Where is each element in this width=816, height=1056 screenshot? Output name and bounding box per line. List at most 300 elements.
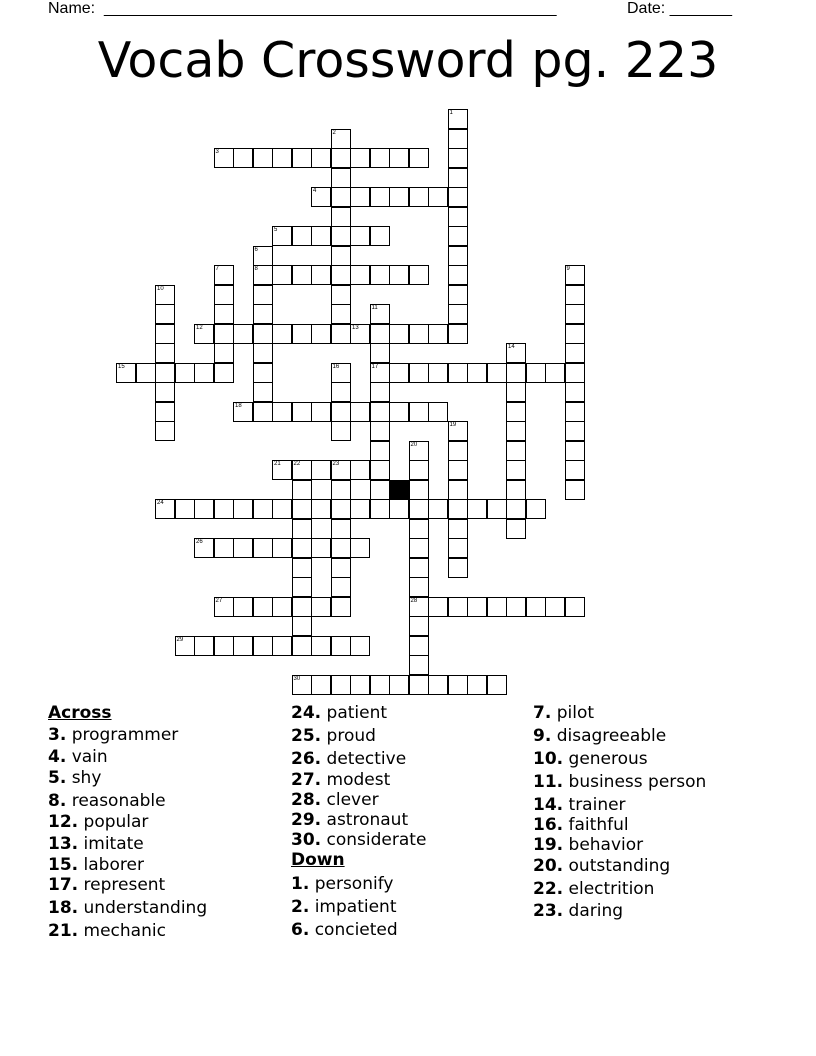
grid-cell[interactable]: [565, 304, 585, 324]
grid-cell[interactable]: [565, 363, 585, 383]
grid-cell[interactable]: [331, 421, 351, 441]
grid-cell[interactable]: [214, 285, 234, 305]
grid-cell[interactable]: [292, 265, 312, 285]
clue-across: [48, 921, 207, 943]
grid-cell[interactable]: [292, 226, 312, 246]
grid-cell[interactable]: [331, 499, 351, 519]
grid-cell[interactable]: [409, 558, 429, 578]
grid-cell[interactable]: [331, 324, 351, 344]
grid-cell[interactable]: [428, 499, 448, 519]
grid-cell[interactable]: [409, 402, 429, 422]
grid-cell[interactable]: [292, 577, 312, 597]
grid-cell[interactable]: [331, 382, 351, 402]
clue-text: generous: [568, 749, 648, 769]
clue-down: [533, 879, 706, 901]
grid-cell[interactable]: [331, 285, 351, 305]
clue-number: 30.: [291, 830, 322, 850]
grid-cell[interactable]: [331, 675, 351, 695]
grid-cell[interactable]: [311, 460, 331, 480]
grid-cell[interactable]: [428, 597, 448, 617]
grid-cell[interactable]: [292, 499, 312, 519]
grid-cell[interactable]: [467, 363, 487, 383]
grid-cell[interactable]: [370, 675, 390, 695]
grid-cell[interactable]: [565, 324, 585, 344]
clue-text: detective: [326, 749, 407, 769]
grid-cell[interactable]: [214, 343, 234, 363]
clue-text: reasonable: [71, 791, 166, 811]
grid-cell[interactable]: [253, 304, 273, 324]
grid-cell[interactable]: [272, 597, 292, 617]
grid-cell[interactable]: [409, 480, 429, 500]
clue-text: understanding: [83, 898, 208, 918]
clue-number: 28.: [291, 790, 322, 810]
grid-cell[interactable]: [389, 187, 409, 207]
grid-cell[interactable]: [116, 363, 136, 383]
grid-cell[interactable]: [311, 597, 331, 617]
grid-cell[interactable]: [292, 324, 312, 344]
clue-number: 6.: [291, 920, 310, 940]
grid-cell[interactable]: [194, 499, 214, 519]
grid-cell[interactable]: [155, 382, 175, 402]
grid-cell[interactable]: [409, 597, 429, 617]
clue-number-label: 15: [118, 363, 125, 370]
grid-cell[interactable]: [526, 597, 546, 617]
clue-number-label: 10: [157, 285, 164, 292]
grid-cell[interactable]: [311, 148, 331, 168]
clue-number-label: 11: [371, 305, 378, 311]
header: [48, 0, 748, 20]
grid-cell[interactable]: [409, 616, 429, 636]
grid-cell[interactable]: [175, 636, 195, 656]
clue-text: business person: [568, 772, 707, 792]
grid-cell[interactable]: [331, 558, 351, 578]
grid-cell[interactable]: [311, 675, 331, 695]
grid-cell[interactable]: [565, 285, 585, 305]
grid-cell[interactable]: [272, 402, 292, 422]
clue-number: 19.: [533, 835, 564, 855]
grid-cell[interactable]: [272, 460, 292, 480]
grid-cell[interactable]: [155, 343, 175, 363]
grid-cell[interactable]: [311, 499, 331, 519]
grid-cell[interactable]: [370, 363, 390, 383]
grid-cell[interactable]: [448, 246, 468, 266]
grid-cell[interactable]: [448, 207, 468, 227]
grid-cell[interactable]: [467, 597, 487, 617]
grid-cell[interactable]: [409, 265, 429, 285]
grid-cell[interactable]: [506, 421, 526, 441]
clue-down: [533, 901, 706, 921]
grid-cell[interactable]: [253, 636, 273, 656]
grid-cell[interactable]: [389, 265, 409, 285]
clue-number: 14.: [533, 795, 564, 815]
grid-cell[interactable]: [487, 363, 507, 383]
grid-cell[interactable]: [448, 324, 468, 344]
grid-cell[interactable]: [467, 499, 487, 519]
grid-cell[interactable]: [506, 441, 526, 461]
grid-cell[interactable]: [292, 558, 312, 578]
grid-cell[interactable]: [214, 324, 234, 344]
name-field[interactable]: ____________________________________________________: [104, 0, 557, 17]
grid-cell[interactable]: [389, 675, 409, 695]
grid-cell[interactable]: [292, 636, 312, 656]
grid-cell[interactable]: [292, 675, 312, 695]
grid-cell[interactable]: [350, 499, 370, 519]
grid-cell[interactable]: [448, 285, 468, 305]
grid-cell[interactable]: [409, 187, 429, 207]
grid-cell[interactable]: [526, 499, 546, 519]
grid-cell[interactable]: [545, 597, 565, 617]
grid-cell[interactable]: [155, 402, 175, 422]
clue-number-label: 8: [254, 266, 258, 272]
grid-cell[interactable]: [331, 207, 351, 227]
grid-cell[interactable]: [194, 363, 214, 383]
grid-cell[interactable]: [506, 597, 526, 617]
clue-down: [533, 749, 706, 772]
grid-cell[interactable]: [506, 363, 526, 383]
grid-cell[interactable]: [370, 499, 390, 519]
grid-cell[interactable]: [233, 324, 253, 344]
grid-cell[interactable]: [272, 499, 292, 519]
grid-cell[interactable]: [233, 148, 253, 168]
grid-cell[interactable]: [370, 324, 390, 344]
grid-cell[interactable]: [292, 480, 312, 500]
grid-cell[interactable]: [370, 187, 390, 207]
grid-cell[interactable]: [233, 402, 253, 422]
grid-cell[interactable]: [331, 460, 351, 480]
grid-cell[interactable]: [331, 246, 351, 266]
grid-cell[interactable]: [292, 597, 312, 617]
grid-cell[interactable]: [214, 304, 234, 324]
grid-cell[interactable]: [155, 324, 175, 344]
clue-number-label: 28: [410, 597, 418, 604]
grid-cell[interactable]: [272, 324, 292, 344]
clue-down: [533, 703, 706, 726]
grid-cell[interactable]: [233, 636, 253, 656]
grid-cell[interactable]: [253, 402, 273, 422]
grid-cell[interactable]: [428, 675, 448, 695]
grid-cell[interactable]: [292, 402, 312, 422]
clue-text: modest: [326, 770, 391, 790]
grid-cell[interactable]: [448, 538, 468, 558]
grid-cell[interactable]: [409, 636, 429, 656]
grid-cell[interactable]: [155, 363, 175, 383]
grid-cell[interactable]: [565, 402, 585, 422]
clue-number-label: 6: [254, 246, 258, 253]
grid-cell[interactable]: [233, 499, 253, 519]
grid-cell[interactable]: [292, 616, 312, 636]
grid-cell[interactable]: [194, 538, 214, 558]
grid-cell[interactable]: [448, 480, 468, 500]
grid-cell[interactable]: [448, 441, 468, 461]
grid-cell[interactable]: [370, 382, 390, 402]
clue-across: [291, 703, 426, 726]
grid-cell[interactable]: [175, 499, 195, 519]
grid-cell[interactable]: [350, 675, 370, 695]
grid-cell[interactable]: [175, 363, 195, 383]
grid-cell[interactable]: [448, 421, 468, 441]
clue-number: 18.: [48, 898, 79, 918]
clue-across: [291, 790, 426, 810]
clue-number-label: 2: [332, 129, 336, 136]
grid-cell[interactable]: [487, 675, 507, 695]
grid-cell[interactable]: [292, 538, 312, 558]
clue-text: behavior: [568, 835, 644, 855]
grid-cell[interactable]: [350, 460, 370, 480]
grid-cell[interactable]: [331, 168, 351, 188]
date-field[interactable]: Date: _______: [627, 0, 732, 17]
grid-cell[interactable]: [565, 597, 585, 617]
grid-cell[interactable]: [370, 421, 390, 441]
grid-cell[interactable]: [331, 577, 351, 597]
across-heading: Across: [48, 703, 112, 723]
grid-cell[interactable]: [370, 460, 390, 480]
clue-number: 15.: [48, 855, 79, 875]
clue-text: outstanding: [568, 856, 671, 876]
grid-cell[interactable]: [409, 460, 429, 480]
grid-cell[interactable]: [506, 519, 526, 539]
clue-number: 2.: [291, 897, 310, 917]
grid-cell[interactable]: [448, 363, 468, 383]
grid-cell[interactable]: [487, 597, 507, 617]
grid-cell[interactable]: [545, 363, 565, 383]
clue-text: imitate: [83, 834, 144, 854]
grid-cell[interactable]: [448, 558, 468, 578]
grid-cell[interactable]: [448, 265, 468, 285]
grid-cell[interactable]: [214, 636, 234, 656]
clue-text: shy: [71, 768, 102, 788]
clue-down: [291, 874, 426, 897]
grid-cell[interactable]: [253, 538, 273, 558]
grid-cell[interactable]: [311, 324, 331, 344]
grid-cell[interactable]: [331, 480, 351, 500]
grid-cell[interactable]: [526, 363, 546, 383]
grid-cell[interactable]: [155, 421, 175, 441]
clue-number: 8.: [48, 791, 67, 811]
grid-cell[interactable]: [565, 382, 585, 402]
clue-text: popular: [83, 812, 149, 832]
grid-cell[interactable]: [331, 519, 351, 539]
grid-cell[interactable]: [428, 363, 448, 383]
grid-cell[interactable]: [253, 343, 273, 363]
clue-number-label: 14: [508, 344, 515, 350]
grid-cell[interactable]: [350, 636, 370, 656]
clue-down: [291, 897, 426, 920]
clue-across: [48, 747, 207, 768]
grid-cell[interactable]: [409, 441, 429, 461]
grid-cell[interactable]: [350, 402, 370, 422]
grid-cell[interactable]: [487, 499, 507, 519]
grid-cell[interactable]: [389, 402, 409, 422]
grid-cell[interactable]: [350, 187, 370, 207]
grid-cell[interactable]: [272, 148, 292, 168]
grid-cell[interactable]: [350, 538, 370, 558]
grid-cell[interactable]: [370, 402, 390, 422]
grid-cell[interactable]: [155, 499, 175, 519]
grid-cell[interactable]: [155, 304, 175, 324]
grid-cell[interactable]: [350, 226, 370, 246]
grid-cell[interactable]: [272, 226, 292, 246]
grid-cell[interactable]: [370, 304, 390, 324]
grid-cell[interactable]: [448, 519, 468, 539]
grid-cell[interactable]: [292, 519, 312, 539]
grid-cell[interactable]: [565, 480, 585, 500]
grid-cell[interactable]: [194, 324, 214, 344]
grid-cell[interactable]: [409, 538, 429, 558]
grid-cell[interactable]: [253, 324, 273, 344]
grid-cell[interactable]: [194, 636, 214, 656]
grid-cell[interactable]: [331, 226, 351, 246]
clue-text: represent: [83, 875, 166, 895]
grid-cell[interactable]: [253, 285, 273, 305]
grid-cell[interactable]: [311, 636, 331, 656]
grid-cell[interactable]: [506, 499, 526, 519]
grid-cell[interactable]: [253, 597, 273, 617]
grid-cell[interactable]: [331, 148, 351, 168]
grid-cell[interactable]: [448, 148, 468, 168]
grid-cell[interactable]: [428, 324, 448, 344]
grid-cell[interactable]: [136, 363, 156, 383]
grid-cell[interactable]: [253, 499, 273, 519]
grid-cell[interactable]: [389, 363, 409, 383]
grid-cell[interactable]: [370, 265, 390, 285]
grid-cell[interactable]: [331, 636, 351, 656]
grid-cell[interactable]: [448, 129, 468, 149]
clue-text: considerate: [326, 830, 427, 850]
clue-down: [533, 856, 706, 879]
grid-cell[interactable]: [409, 675, 429, 695]
clue-across: [291, 726, 426, 749]
grid-cell[interactable]: [331, 363, 351, 383]
clue-down: [533, 772, 706, 795]
grid-cell[interactable]: [409, 148, 429, 168]
grid-cell[interactable]: [565, 343, 585, 363]
grid-cell[interactable]: [448, 226, 468, 246]
clue-number-label: 30: [293, 675, 301, 682]
grid-cell[interactable]: [233, 597, 253, 617]
grid-cell[interactable]: [311, 226, 331, 246]
grid-cell[interactable]: [311, 187, 331, 207]
grid-cell[interactable]: [272, 538, 292, 558]
clue-number-label: 16: [332, 363, 340, 370]
clue-down: [533, 726, 706, 749]
grid-cell[interactable]: [350, 324, 370, 344]
grid-cell[interactable]: [370, 343, 390, 363]
grid-cell[interactable]: [565, 460, 585, 480]
grid-cell[interactable]: [292, 460, 312, 480]
grid-cell[interactable]: [233, 538, 253, 558]
clue-text: patient: [326, 703, 388, 723]
grid-cell[interactable]: [311, 538, 331, 558]
clue-number-label: 20: [410, 441, 418, 448]
grid-cell[interactable]: [253, 246, 273, 266]
grid-cell[interactable]: [311, 402, 331, 422]
grid-cell[interactable]: [448, 597, 468, 617]
grid-cell[interactable]: [409, 363, 429, 383]
clue-number: 13.: [48, 834, 79, 854]
grid-cell[interactable]: [448, 168, 468, 188]
grid-cell[interactable]: [331, 538, 351, 558]
grid-cell[interactable]: [331, 402, 351, 422]
grid-cell[interactable]: [409, 499, 429, 519]
grid-cell[interactable]: [428, 402, 448, 422]
clue-text: trainer: [568, 795, 626, 815]
grid-cell[interactable]: [389, 499, 409, 519]
grid-cell[interactable]: [272, 265, 292, 285]
grid-cell[interactable]: [448, 109, 468, 129]
clue-number: 11.: [533, 772, 564, 792]
grid-cell[interactable]: [448, 304, 468, 324]
grid-cell[interactable]: [370, 441, 390, 461]
grid-cell[interactable]: [331, 597, 351, 617]
grid-cell[interactable]: [448, 499, 468, 519]
grid-cell[interactable]: [428, 187, 448, 207]
clue-number: 20.: [533, 856, 564, 876]
grid-cell[interactable]: [565, 441, 585, 461]
grid-cell[interactable]: [350, 148, 370, 168]
grid-cell[interactable]: [506, 480, 526, 500]
grid-cell[interactable]: [370, 148, 390, 168]
grid-cell[interactable]: [331, 187, 351, 207]
clue-number: 29.: [291, 810, 322, 830]
grid-cell[interactable]: [506, 382, 526, 402]
grid-cell[interactable]: [331, 304, 351, 324]
clue-number-label: 27: [215, 597, 223, 604]
grid-cell[interactable]: [214, 363, 234, 383]
grid-cell[interactable]: [565, 421, 585, 441]
grid-cell[interactable]: [448, 460, 468, 480]
grid-cell[interactable]: [350, 265, 370, 285]
grid-cell[interactable]: [214, 597, 234, 617]
grid-cell[interactable]: [506, 460, 526, 480]
grid-cell[interactable]: [253, 363, 273, 383]
grid-cell[interactable]: [409, 324, 429, 344]
grid-cell[interactable]: [214, 265, 234, 285]
clue-across: [48, 834, 207, 855]
grid-cell[interactable]: [370, 226, 390, 246]
grid-cell[interactable]: [253, 382, 273, 402]
grid-cell[interactable]: [331, 129, 351, 149]
grid-cell[interactable]: [565, 265, 585, 285]
grid-cell[interactable]: [448, 187, 468, 207]
grid-cell[interactable]: [467, 675, 487, 695]
grid-cell[interactable]: [214, 499, 234, 519]
grid-cell[interactable]: [253, 265, 273, 285]
grid-cell[interactable]: [389, 324, 409, 344]
clue-across: [48, 855, 207, 875]
grid-cell[interactable]: [272, 636, 292, 656]
grid-cell[interactable]: [331, 265, 351, 285]
clue-number-label: 9: [566, 266, 570, 272]
down-heading: Down: [291, 850, 345, 870]
grid-cell[interactable]: [409, 577, 429, 597]
grid-cell[interactable]: [214, 148, 234, 168]
grid-cell[interactable]: [448, 675, 468, 695]
grid-cell[interactable]: [370, 480, 390, 500]
grid-cell[interactable]: [409, 655, 429, 675]
grid-cell[interactable]: [506, 402, 526, 422]
grid-cell[interactable]: [253, 148, 273, 168]
grid-cell[interactable]: [409, 519, 429, 539]
grid-cell[interactable]: [506, 343, 526, 363]
grid-cell[interactable]: [155, 285, 175, 305]
grid-cell[interactable]: [292, 148, 312, 168]
clue-number-label: 12: [196, 324, 203, 331]
grid-cell[interactable]: [311, 265, 331, 285]
clue-text: personify: [314, 874, 394, 894]
grid-cell[interactable]: [389, 148, 409, 168]
clue-number: 12.: [48, 812, 79, 832]
grid-cell[interactable]: [214, 538, 234, 558]
